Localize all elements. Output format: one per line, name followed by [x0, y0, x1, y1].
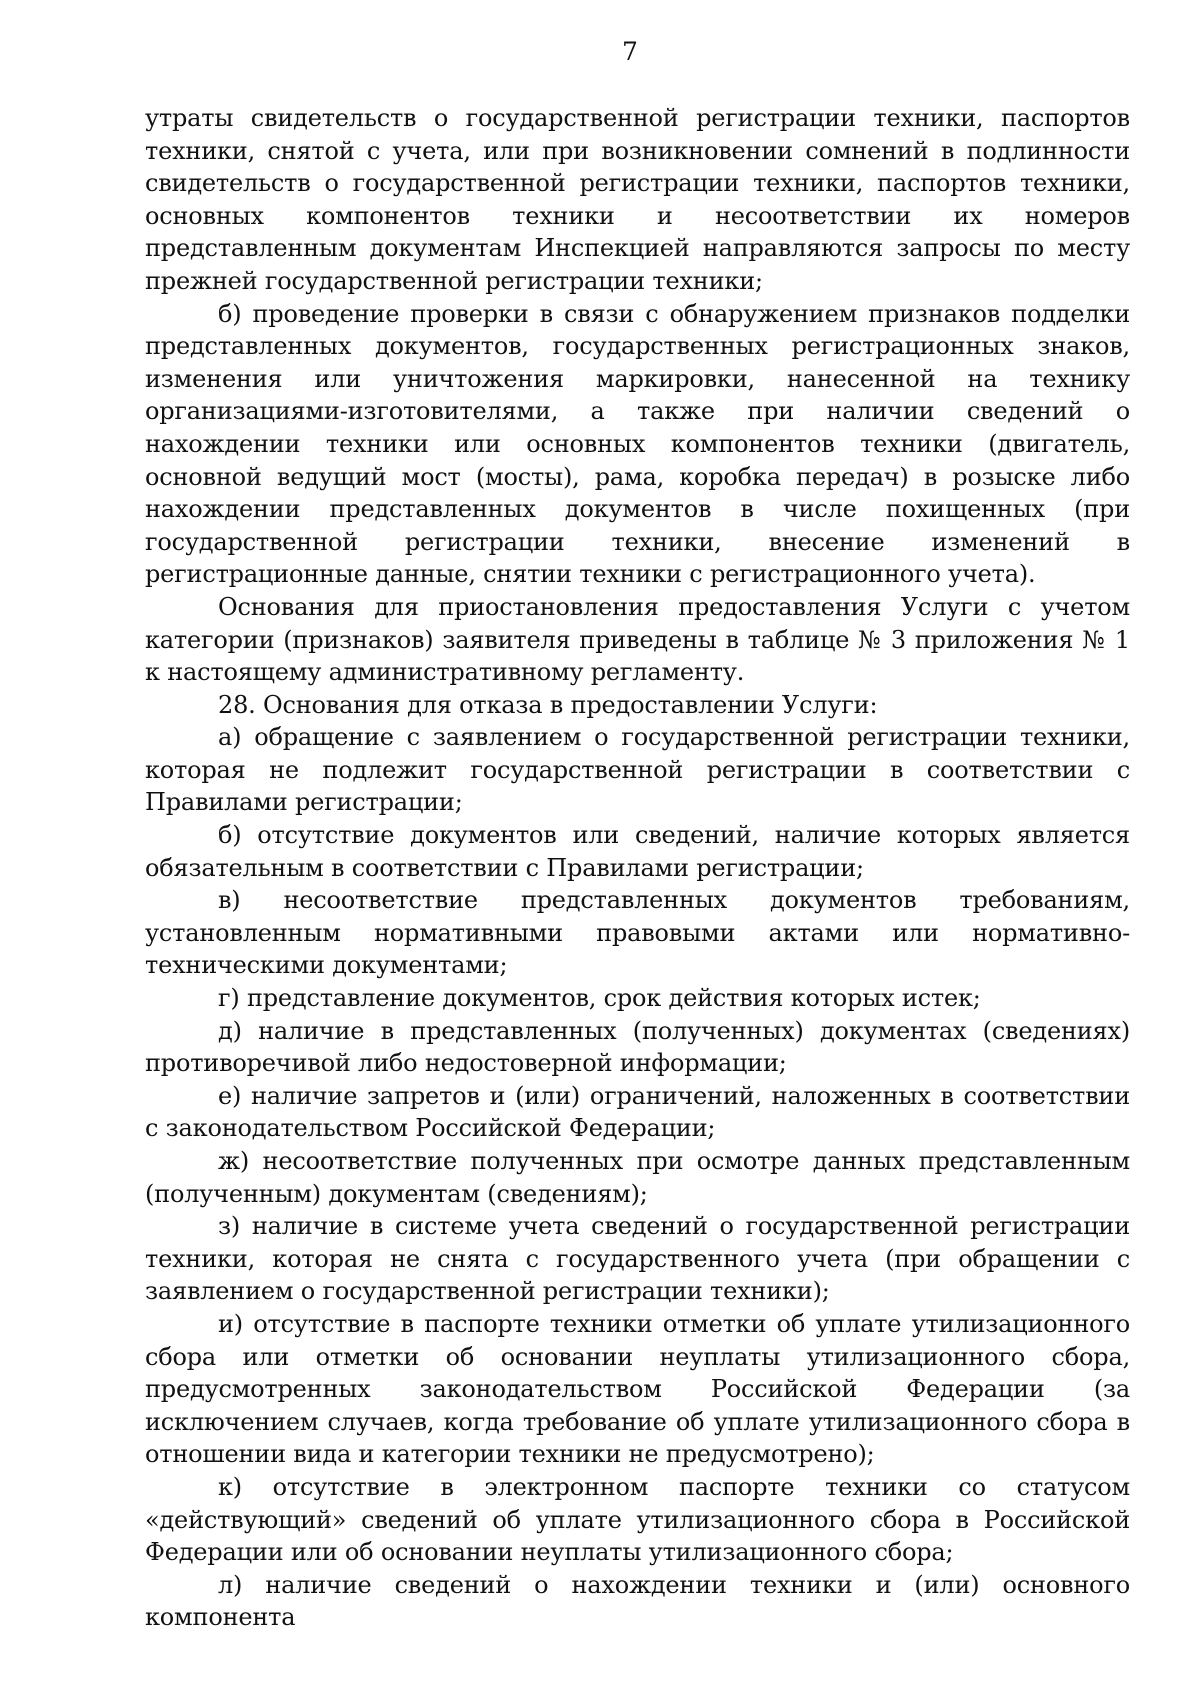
paragraph-item-zh: ж) несоответствие полученных при осмотре данных представленным (полученным) документам (сведениям); [145, 1147, 1130, 1208]
paragraph-item-a: а) обращение с заявлением о государственной регистрации техники, которая не подлежит государственной регистрации в соответствии с Правилами регистрации; [145, 723, 1130, 817]
paragraph-item-b: б) отсутствие документов или сведений, наличие которых является обязательным в соответствии с Правилами регистрации; [145, 821, 1130, 882]
page-number: 7 [622, 37, 638, 66]
paragraph-item-e: е) наличие запретов и (или) ограничений, наложенных в соответствии с законодательством Российской Федерации; [145, 1081, 1130, 1143]
paragraph-item-b-check: б) проведение проверки в связи с обнаружением признаков подделки представленных документов, государственных регистрационных знаков, изменения или уничтожения маркировки, нанесенной на технику организациями-изготовителями, а также при наличии сведений о нахождении техники или основных компонентов техники (двигатель, основной ведущий мост (мосты), рама, коробка передач) в розыске либо нахождении представленных документов в числе похищенных (при государственной регистрации техники, внесение изменений в регистрационные данные, снятии техники с регистрационного учета). [145, 299, 1130, 589]
paragraph-item-l: л) наличие сведений о нахождении техники и (или) основного компонента [145, 1570, 1130, 1632]
paragraph-suspension-grounds: Основания для приостановления предоставления Услуги с учетом категории (признаков) заявителя приведены в таблице № 3 приложения № 1 к настоящему административному регламенту. [145, 592, 1130, 687]
paragraph-item-i: и) отсутствие в паспорте техники отметки об уплате утилизационного сбора или отметки об основании неуплаты утилизационного сбора, предусмотренных законодательством Российской Федерации (за исключением случаев, когда требование об уплате утилизационного сбора в отношении вида и категории техники не предусмотрено); [145, 1309, 1130, 1469]
paragraph-item-v: в) несоответствие представленных документов требованиям, установленным нормативными правовыми актами или нормативно-техническими документами; [145, 886, 1130, 980]
document-body [145, 102, 1130, 1634]
paragraph-item-g: г) представление документов, срок действия которых истек; [218, 984, 981, 1013]
paragraph-continuation: утраты свидетельств о государственной регистрации техники, паспортов техники, снятой с учета, или при возникновении сомнений в подлинности свидетельств о государственной регистрации техники, паспортов техники, основных компонентов техники и несоответствии их номеров представленным документам Инспекцией направляются запросы по месту прежней государственной регистрации техники; [145, 104, 1130, 295]
paragraph-item-k: к) отсутствие в электронном паспорте техники со статусом «действующий» сведений об уплате утилизационного сбора в Российской Федерации или об основании неуплаты утилизационного сбора; [145, 1472, 1130, 1567]
paragraph-28-heading: 28. Основания для отказа в предоставлении Услуги: [218, 690, 878, 719]
paragraph-item-z: з) наличие в системе учета сведений о государственной регистрации техники, которая не снята с государственного учета (при обращении с заявлением о государственной регистрации техники); [145, 1212, 1130, 1306]
paragraph-item-d: д) наличие в представленных (полученных) документах (сведениях) противоречивой либо недостоверной информации; [145, 1016, 1130, 1078]
